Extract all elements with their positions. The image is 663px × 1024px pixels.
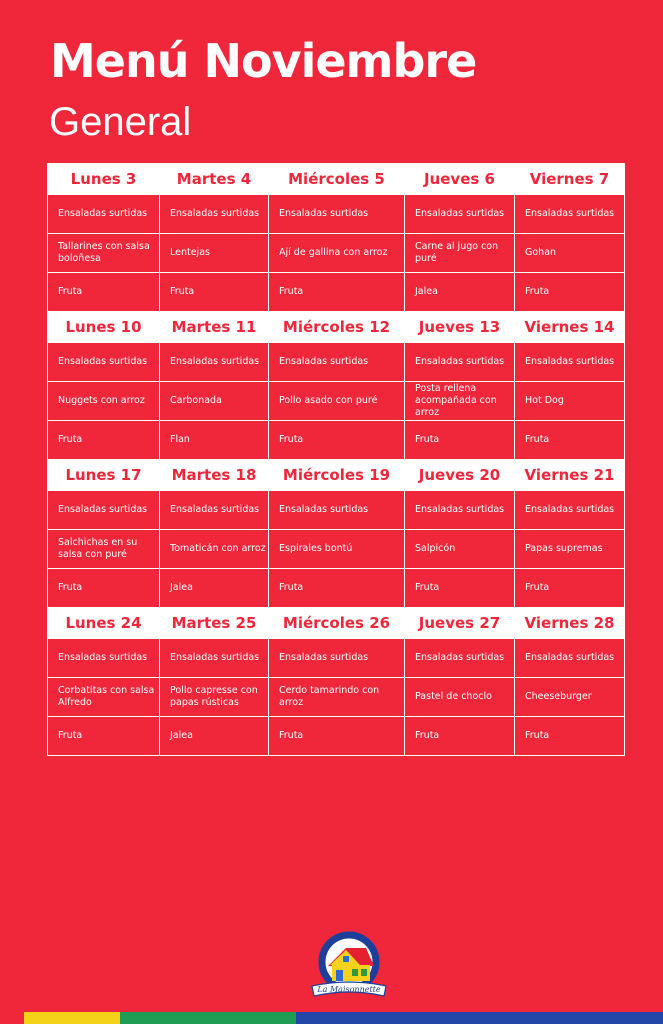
- menu-row: [48, 530, 625, 569]
- main-dish-cell: [48, 382, 160, 421]
- dessert-cell: [48, 273, 160, 312]
- dessert-cell: [269, 569, 405, 608]
- dessert-cell: [515, 421, 625, 460]
- dessert-cell: [269, 421, 405, 460]
- main-dish-cell: [48, 678, 160, 717]
- dessert-cell: [515, 717, 625, 756]
- main-dish-cell-text: Papas supremas: [525, 543, 603, 554]
- main-dish-cell: [160, 234, 269, 273]
- menu-row: [48, 343, 625, 382]
- salad-cell: [405, 343, 515, 382]
- main-dish-cell: [515, 678, 625, 717]
- salad-cell-text: Ensaladas surtidas: [415, 652, 505, 663]
- main-dish-cell: [405, 678, 515, 717]
- logo-window: [343, 956, 349, 962]
- salad-cell-text: Ensaladas surtidas: [58, 504, 148, 515]
- main-dish-cell: [515, 530, 625, 569]
- salad-cell-text: Ensaladas surtidas: [279, 504, 369, 515]
- dessert-cell-text: Fruta: [279, 730, 304, 741]
- menu-row: [48, 195, 625, 234]
- main-dish-cell: [269, 382, 405, 421]
- dessert-cell-text: Fruta: [279, 434, 304, 445]
- dessert-cell-text: Jalea: [170, 582, 193, 593]
- salad-cell-text: Ensaladas surtidas: [415, 208, 505, 219]
- page-title: Menú Noviembre: [50, 34, 477, 88]
- main-dish-cell-text: Carne al jugo con puré: [415, 241, 499, 264]
- main-dish-cell: [269, 678, 405, 717]
- main-dish-cell-text: Lentejas: [170, 247, 210, 258]
- salad-cell: [269, 491, 405, 530]
- salad-cell: [48, 491, 160, 530]
- dessert-cell-text: Fruta: [58, 582, 83, 593]
- dessert-cell: [160, 273, 269, 312]
- main-dish-cell: [515, 234, 625, 273]
- dessert-cell-text: Fruta: [58, 434, 83, 445]
- day-header: Viernes 7: [515, 164, 625, 195]
- main-dish-cell-text: Hot Dog: [525, 395, 564, 406]
- footer-bar-red: [0, 1012, 24, 1024]
- salad-cell: [269, 195, 405, 234]
- dessert-cell-text: Fruta: [525, 286, 550, 297]
- day-header: Viernes 14: [515, 312, 625, 343]
- day-header: Jueves 20: [405, 460, 515, 491]
- salad-cell-text: Ensaladas surtidas: [58, 208, 148, 219]
- dessert-cell-text: Fruta: [415, 730, 440, 741]
- logo-window-3: [361, 969, 367, 976]
- dessert-cell: [160, 421, 269, 460]
- main-dish-cell: [405, 382, 515, 421]
- main-dish-cell-text: Carbonada: [170, 395, 222, 406]
- day-header: Miércoles 19: [269, 460, 405, 491]
- salad-cell-text: Ensaladas surtidas: [415, 356, 505, 367]
- week-header-row: [48, 608, 625, 639]
- salad-cell: [515, 343, 625, 382]
- salad-cell: [269, 639, 405, 678]
- la-maisonnette-logo: [306, 930, 392, 998]
- day-header: Martes 25: [160, 608, 269, 639]
- menu-row: [48, 678, 625, 717]
- salad-cell: [160, 639, 269, 678]
- logo-door: [336, 970, 343, 981]
- day-header: Miércoles 26: [269, 608, 405, 639]
- dessert-cell: [515, 273, 625, 312]
- main-dish-cell: [269, 530, 405, 569]
- main-dish-cell: [48, 530, 160, 569]
- dessert-cell-text: Fruta: [415, 582, 440, 593]
- menu-row: [48, 421, 625, 460]
- dessert-cell-text: Flan: [170, 434, 190, 445]
- main-dish-cell-text: Salchichas en su salsa con puré: [58, 537, 138, 560]
- day-header: Martes 18: [160, 460, 269, 491]
- dessert-cell: [269, 717, 405, 756]
- menu-table: [47, 163, 625, 756]
- main-dish-cell-text: Nuggets con arroz: [58, 395, 145, 406]
- dessert-cell-text: Fruta: [58, 286, 83, 297]
- salad-cell-text: Ensaladas surtidas: [279, 208, 369, 219]
- dessert-cell-text: Jalea: [415, 286, 438, 297]
- salad-cell: [160, 343, 269, 382]
- salad-cell: [405, 491, 515, 530]
- menu-row: [48, 273, 625, 312]
- main-dish-cell-text: Tallarines con salsa boloñesa: [58, 241, 150, 264]
- dessert-cell-text: Fruta: [279, 582, 304, 593]
- day-header: Jueves 6: [405, 164, 515, 195]
- main-dish-cell-text: Pollo asado con puré: [279, 395, 378, 406]
- day-header: Jueves 27: [405, 608, 515, 639]
- salad-cell: [405, 195, 515, 234]
- week-header-row: [48, 460, 625, 491]
- main-dish-cell-text: Espirales bontú: [279, 543, 353, 554]
- main-dish-cell-text: Pollo capresse con papas rústicas: [170, 685, 258, 708]
- footer-bar-yellow: [24, 1012, 120, 1024]
- salad-cell-text: Ensaladas surtidas: [170, 208, 260, 219]
- salad-cell: [160, 195, 269, 234]
- dessert-cell: [48, 421, 160, 460]
- salad-cell: [269, 343, 405, 382]
- menu-row: [48, 569, 625, 608]
- day-header: Miércoles 12: [269, 312, 405, 343]
- salad-cell-text: Ensaladas surtidas: [415, 504, 505, 515]
- salad-cell-text: Ensaladas surtidas: [525, 356, 615, 367]
- main-dish-cell-text: Corbatitas con salsa Alfredo: [58, 685, 155, 708]
- week-header-row: [48, 312, 625, 343]
- salad-cell-text: Ensaladas surtidas: [170, 652, 260, 663]
- dessert-cell: [48, 569, 160, 608]
- salad-cell-text: Ensaladas surtidas: [525, 504, 615, 515]
- day-header: Lunes 10: [48, 312, 160, 343]
- main-dish-cell-text: Cheeseburger: [525, 691, 592, 702]
- salad-cell: [515, 491, 625, 530]
- dessert-cell: [269, 273, 405, 312]
- dessert-cell-text: Jalea: [170, 730, 193, 741]
- salad-cell-text: Ensaladas surtidas: [170, 356, 260, 367]
- day-header: Martes 4: [160, 164, 269, 195]
- salad-cell-text: Ensaladas surtidas: [279, 356, 369, 367]
- main-dish-cell: [160, 382, 269, 421]
- main-dish-cell: [405, 234, 515, 273]
- day-header: Lunes 17: [48, 460, 160, 491]
- menu-row: [48, 491, 625, 530]
- salad-cell: [515, 195, 625, 234]
- salad-cell-text: Ensaladas surtidas: [279, 652, 369, 663]
- main-dish-cell: [160, 530, 269, 569]
- salad-cell-text: Ensaladas surtidas: [525, 208, 615, 219]
- main-dish-cell: [48, 234, 160, 273]
- main-dish-cell-text: Gohan: [525, 247, 557, 258]
- salad-cell-text: Ensaladas surtidas: [525, 652, 615, 663]
- dessert-cell-text: Fruta: [525, 434, 550, 445]
- dessert-cell: [405, 421, 515, 460]
- main-dish-cell-text: Ají de gallina con arroz: [279, 247, 388, 258]
- dessert-cell: [48, 717, 160, 756]
- menu-row: [48, 382, 625, 421]
- day-header: Viernes 28: [515, 608, 625, 639]
- dessert-cell: [405, 717, 515, 756]
- menu-row: [48, 639, 625, 678]
- logo-text: La Maisonnette: [317, 985, 381, 994]
- dessert-cell-text: Fruta: [525, 730, 550, 741]
- main-dish-cell: [160, 678, 269, 717]
- main-dish-cell-text: Tomaticán con arroz: [170, 543, 266, 554]
- salad-cell-text: Ensaladas surtidas: [170, 504, 260, 515]
- logo-window-2: [352, 969, 358, 976]
- main-dish-cell-text: Cerdo tamarindo con arroz: [279, 685, 380, 708]
- dessert-cell-text: Fruta: [279, 286, 304, 297]
- day-header: Jueves 13: [405, 312, 515, 343]
- dessert-cell-text: Fruta: [58, 730, 83, 741]
- main-dish-cell-text: Pastel de choclo: [415, 691, 492, 702]
- menu-row: [48, 234, 625, 273]
- footer-bar-green: [120, 1012, 296, 1024]
- salad-cell: [48, 195, 160, 234]
- dessert-cell: [405, 569, 515, 608]
- salad-cell: [515, 639, 625, 678]
- day-header: Viernes 21: [515, 460, 625, 491]
- menu-row: [48, 717, 625, 756]
- salad-cell-text: Ensaladas surtidas: [58, 356, 148, 367]
- day-header: Lunes 3: [48, 164, 160, 195]
- dessert-cell-text: Fruta: [525, 582, 550, 593]
- day-header: Lunes 24: [48, 608, 160, 639]
- dessert-cell-text: Fruta: [415, 434, 440, 445]
- day-header: Martes 11: [160, 312, 269, 343]
- footer-bar-blue: [296, 1012, 663, 1024]
- salad-cell: [160, 491, 269, 530]
- page-subtitle: General: [49, 100, 192, 144]
- main-dish-cell-text: Posta rellena acompañada con arroz: [415, 383, 497, 418]
- main-dish-cell: [515, 382, 625, 421]
- dessert-cell: [160, 569, 269, 608]
- dessert-cell: [160, 717, 269, 756]
- salad-cell-text: Ensaladas surtidas: [58, 652, 148, 663]
- salad-cell: [48, 639, 160, 678]
- week-header-row: [48, 164, 625, 195]
- dessert-cell: [515, 569, 625, 608]
- day-header: Miércoles 5: [269, 164, 405, 195]
- main-dish-cell-text: Salpicón: [415, 543, 456, 554]
- salad-cell: [405, 639, 515, 678]
- dessert-cell: [405, 273, 515, 312]
- main-dish-cell: [405, 530, 515, 569]
- dessert-cell-text: Fruta: [170, 286, 195, 297]
- salad-cell: [48, 343, 160, 382]
- main-dish-cell: [269, 234, 405, 273]
